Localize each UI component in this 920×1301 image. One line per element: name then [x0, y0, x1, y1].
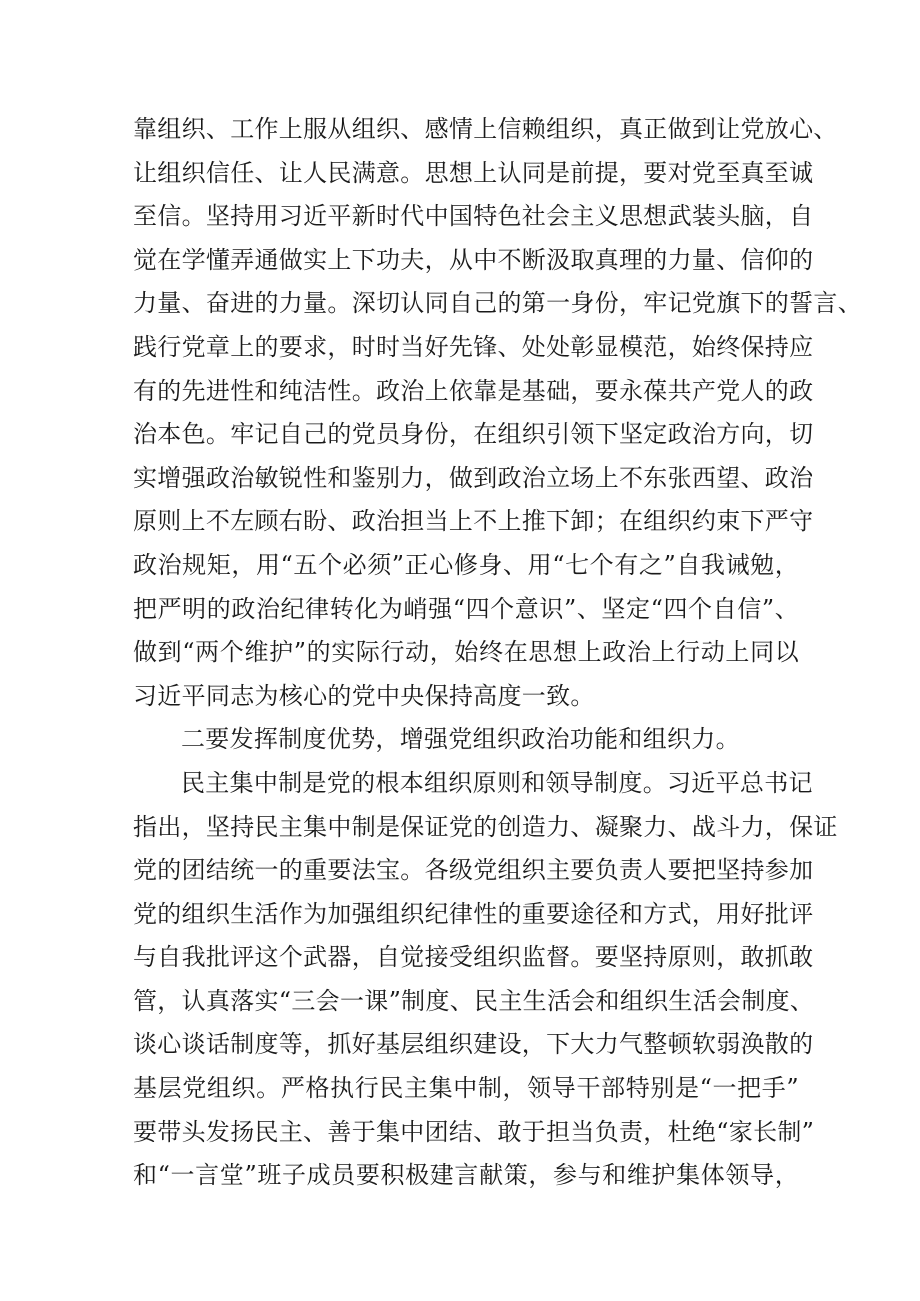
- text-line: 有的先进性和纯洁性。政治上依靠是基础，要永葆共产党人的政: [133, 376, 814, 405]
- text-line: 民主集中制是党的根本组织原则和领导制度。习近平总书记: [181, 768, 813, 797]
- text-line: 治本色。牢记自己的党员身份，在组织引领下坚定政治方向，切: [133, 420, 814, 449]
- text-line: 要带头发扬民主、善于集中团结、敢于担当负责，杜绝“家长制”: [133, 1117, 815, 1146]
- text-line: 和“一言堂”班子成员要积极建言献策，参与和维护集体领导，: [133, 1161, 799, 1190]
- text-line: 靠组织、工作上服从组织、感情上信赖组织，真正做到让党放心、: [133, 115, 838, 143]
- text-line: 党的组织生活作为加强组织纪律性的重要途径和方式，用好批评: [133, 899, 814, 928]
- text-line: 做到“两个维护”的实际行动，始终在思想上政治上行动上同以: [133, 638, 799, 667]
- text-line: 与自我批评这个武器，自觉接受组织监督。要坚持原则，敢抓敢: [133, 943, 814, 972]
- text-line: 实增强政治敏锐性和鉴别力，做到政治立场上不东张西望、政治: [133, 463, 814, 492]
- text-line: 至信。坚持用习近平新时代中国特色社会主义思想武装头脑，自: [133, 202, 814, 231]
- text-line: 基层党组织。严格执行民主集中制，领导干部特别是“一把手”: [133, 1074, 799, 1103]
- text-line: 践行党章上的要求，时时当好先锋、处处彰显模范，始终保持应: [133, 332, 814, 361]
- section-heading: 二要发挥制度优势，增强党组织政治功能和组织力。: [181, 725, 740, 754]
- text-line: 党的团结统一的重要法宝。各级党组织主要负责人要把坚持参加: [133, 856, 814, 885]
- text-line: 力量、奋进的力量。深切认同自己的第一身份，牢记党旗下的誓言、: [133, 289, 862, 318]
- text-line: 把严明的政治纪律转化为峭强“四个意识”、坚定“四个自信”、: [133, 594, 799, 623]
- body-text: [133, 108, 862, 1198]
- text-line: 习近平同志为核心的党中央保持高度一致。: [133, 681, 595, 710]
- text-line: 指出，坚持民主集中制是保证党的创造力、凝聚力、战斗力，保证: [133, 812, 838, 841]
- text-line: 谈心谈话制度等，抓好基层组织建设，下大力气整顿软弱涣散的: [133, 1030, 814, 1059]
- text-line: 管，认真落实“三会一课”制度、民主生活会和组织生活会制度、: [133, 986, 815, 1015]
- text-line: 让组织信任、让人民满意。思想上认同是前提，要对党至真至诚: [133, 158, 814, 187]
- text-line: 原则上不左顾右盼、政治担当上不上推下卸；在组织约束下严守: [133, 507, 814, 536]
- text-line: 政治规矩，用“五个必须”正心修身、用“七个有之”自我诫勉，: [133, 550, 799, 579]
- text-line: 觉在学懂弄通做实上下功夫，从中不断汲取真理的力量、信仰的: [133, 245, 814, 274]
